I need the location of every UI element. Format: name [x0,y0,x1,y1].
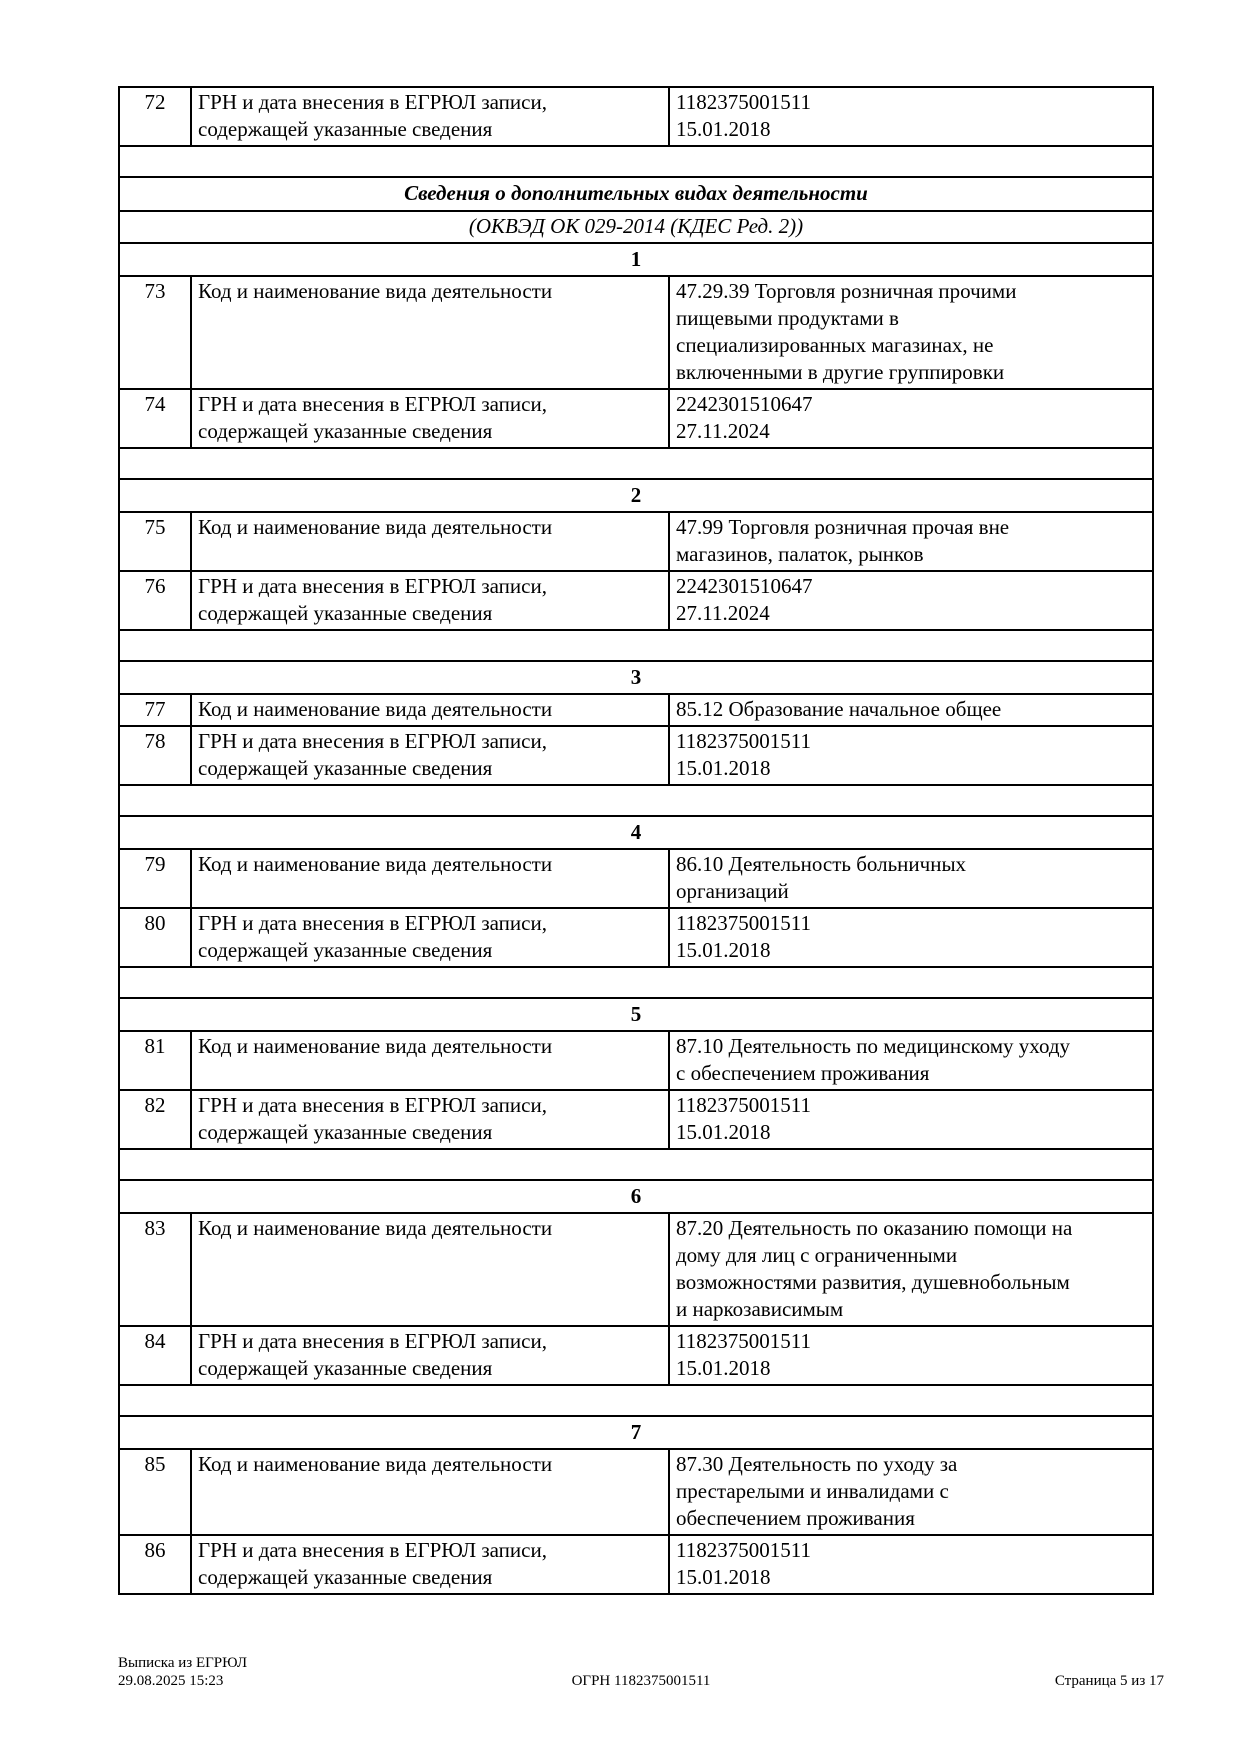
table-row [119,1326,1153,1385]
section-subtitle: (ОКВЭД ОК 029-2014 (КДЕС Ред. 2)) [119,211,1153,243]
row-number: 86 [119,1535,191,1594]
row-label-line: ГРН и дата внесения в ЕГРЮЛ записи, [198,729,547,753]
row-value-line: 85.12 Образование начальное общее [676,697,1002,721]
section-number-row [119,816,1153,849]
row-value-line: 87.20 Деятельность по оказанию помощи на [676,1216,1073,1240]
row-label-line: содержащей указанные сведения [198,601,493,625]
row-label-line: ГРН и дата внесения в ЕГРЮЛ записи, [198,1538,547,1562]
row-value-line: обеспечением проживания [676,1506,915,1530]
spacer-cell [119,630,1153,661]
section-number: 1 [119,243,1153,276]
row-label-line: ГРН и дата внесения в ЕГРЮЛ записи, [198,911,547,935]
section-number: 6 [119,1180,1153,1213]
row-value-line: специализированных магазинах, не [676,333,994,357]
row-value [669,87,1153,146]
row-label [191,571,669,630]
spacer-cell [119,1385,1153,1416]
row-label [191,1449,669,1535]
table-row [119,1031,1153,1090]
row-value [669,849,1153,908]
row-value-line: 2242301510647 [676,392,813,416]
row-label-line: Код и наименование вида деятельности [198,697,553,721]
spacer-row [119,967,1153,998]
row-label-line: Код и наименование вида деятельности [198,1452,553,1476]
footer-doc-title: Выписка из ЕГРЮЛ [118,1655,247,1671]
row-label-line: содержащей указанные сведения [198,756,493,780]
row-value [669,908,1153,967]
row-label-line: ГРН и дата внесения в ЕГРЮЛ записи, [198,90,547,114]
spacer-row [119,1149,1153,1180]
section-number-row [119,998,1153,1031]
row-label [191,1213,669,1326]
row-label [191,694,669,726]
row-label-line: ГРН и дата внесения в ЕГРЮЛ записи, [198,1093,547,1117]
row-label [191,908,669,967]
section-title: Сведения о дополнительных видах деятельности [119,177,1153,211]
row-label [191,1090,669,1149]
row-label [191,276,669,389]
row-label [191,1031,669,1090]
row-value-line: и наркозависимым [676,1297,844,1321]
row-label-line: Код и наименование вида деятельности [198,852,553,876]
section-number-row [119,1180,1153,1213]
row-value-line: престарелыми и инвалидами с [676,1479,949,1503]
row-value-line: включенными в другие группировки [676,360,1005,384]
row-value-line: организаций [676,879,789,903]
row-label-line: содержащей указанные сведения [198,1565,493,1589]
section-number-row [119,243,1153,276]
section-number: 3 [119,661,1153,694]
row-value-line: 1182375001511 [676,1093,811,1117]
footer-ogrn: ОГРН 1182375001511 [571,1673,711,1689]
spacer-row [119,146,1153,177]
footer-page-number: Страница 5 из 17 [1054,1673,1164,1689]
section-number-row [119,1416,1153,1449]
table-row [119,908,1153,967]
section-number: 7 [119,1416,1153,1449]
spacer-cell [119,967,1153,998]
row-value [669,1535,1153,1594]
row-label-line: ГРН и дата внесения в ЕГРЮЛ записи, [198,392,547,416]
row-value-line: 86.10 Деятельность больничных [676,852,967,876]
row-label-line: содержащей указанные сведения [198,117,493,141]
row-number: 77 [119,694,191,726]
footer-datetime: 29.08.2025 15:23 [118,1673,224,1689]
row-number: 84 [119,1326,191,1385]
section-number-row [119,661,1153,694]
row-value-line: 15.01.2018 [676,1565,771,1589]
row-value [669,1031,1153,1090]
row-value-line: 27.11.2024 [676,601,770,625]
row-label-line: Код и наименование вида деятельности [198,1216,553,1240]
row-number: 76 [119,571,191,630]
row-label [191,87,669,146]
table-row [119,849,1153,908]
spacer-cell [119,785,1153,816]
row-value-line: 1182375001511 [676,90,811,114]
row-value-line: 15.01.2018 [676,1356,771,1380]
row-number: 82 [119,1090,191,1149]
row-label [191,1326,669,1385]
table-row [119,726,1153,785]
row-value-line: 87.10 Деятельность по медицинскому уходу [676,1034,1071,1058]
row-value [669,726,1153,785]
row-value-line: возможностями развития, душевнобольным [676,1270,1070,1294]
row-value [669,1090,1153,1149]
table-row [119,276,1153,389]
table-row [119,1213,1153,1326]
spacer-cell [119,146,1153,177]
row-label-line: ГРН и дата внесения в ЕГРЮЛ записи, [198,574,547,598]
spacer-cell [119,448,1153,479]
row-label [191,512,669,571]
row-value [669,276,1153,389]
spacer-row [119,1385,1153,1416]
row-value [669,1449,1153,1535]
table-row [119,571,1153,630]
spacer-row [119,630,1153,661]
row-value-line: 27.11.2024 [676,419,770,443]
table-row [119,512,1153,571]
row-number: 73 [119,276,191,389]
row-number: 74 [119,389,191,448]
spacer-row [119,785,1153,816]
row-label-line: содержащей указанные сведения [198,419,493,443]
row-value [669,512,1153,571]
table-row [119,694,1153,726]
table-row [119,389,1153,448]
row-label-line: ГРН и дата внесения в ЕГРЮЛ записи, [198,1329,547,1353]
row-value [669,389,1153,448]
row-number: 85 [119,1449,191,1535]
row-value-line: с обеспечением проживания [676,1061,930,1085]
row-value-line: 47.29.39 Торговля розничная прочими [676,279,1017,303]
row-value-line: 1182375001511 [676,1329,811,1353]
row-number: 79 [119,849,191,908]
row-label [191,849,669,908]
row-number: 80 [119,908,191,967]
section-title-row [119,177,1153,211]
row-label-line: содержащей указанные сведения [198,938,493,962]
row-number: 78 [119,726,191,785]
row-label-line: Код и наименование вида деятельности [198,1034,553,1058]
row-label [191,389,669,448]
row-label [191,726,669,785]
row-value-line: 2242301510647 [676,574,813,598]
row-value [669,1326,1153,1385]
row-value [669,1213,1153,1326]
row-value-line: 1182375001511 [676,729,811,753]
row-number: 72 [119,87,191,146]
row-value-line: дому для лиц с ограниченными [676,1243,958,1267]
row-value-line: 1182375001511 [676,911,811,935]
row-label-line: Код и наименование вида деятельности [198,279,553,303]
row-label [191,1535,669,1594]
row-value-line: пищевыми продуктами в [676,306,899,330]
table-row [119,1449,1153,1535]
row-value-line: 47.99 Торговля розничная прочая вне [676,515,1010,539]
row-label-line: содержащей указанные сведения [198,1120,493,1144]
row-value-line: 15.01.2018 [676,1120,771,1144]
row-value [669,571,1153,630]
row-number: 75 [119,512,191,571]
section-number-row [119,479,1153,512]
table-row [119,1535,1153,1594]
row-value [669,694,1153,726]
section-number: 5 [119,998,1153,1031]
section-number: 2 [119,479,1153,512]
row-value-line: 15.01.2018 [676,938,771,962]
spacer-row [119,448,1153,479]
egrul-activities-table [118,86,1154,1595]
row-value-line: магазинов, палаток, рынков [676,542,924,566]
table-row [119,1090,1153,1149]
table-row [119,87,1153,146]
row-label-line: содержащей указанные сведения [198,1356,493,1380]
row-number: 81 [119,1031,191,1090]
section-subtitle-row [119,211,1153,243]
row-value-line: 87.30 Деятельность по уходу за [676,1452,958,1476]
row-label-line: Код и наименование вида деятельности [198,515,553,539]
section-number: 4 [119,816,1153,849]
row-value-line: 15.01.2018 [676,117,771,141]
row-value-line: 15.01.2018 [676,756,771,780]
spacer-cell [119,1149,1153,1180]
row-number: 83 [119,1213,191,1326]
row-value-line: 1182375001511 [676,1538,811,1562]
